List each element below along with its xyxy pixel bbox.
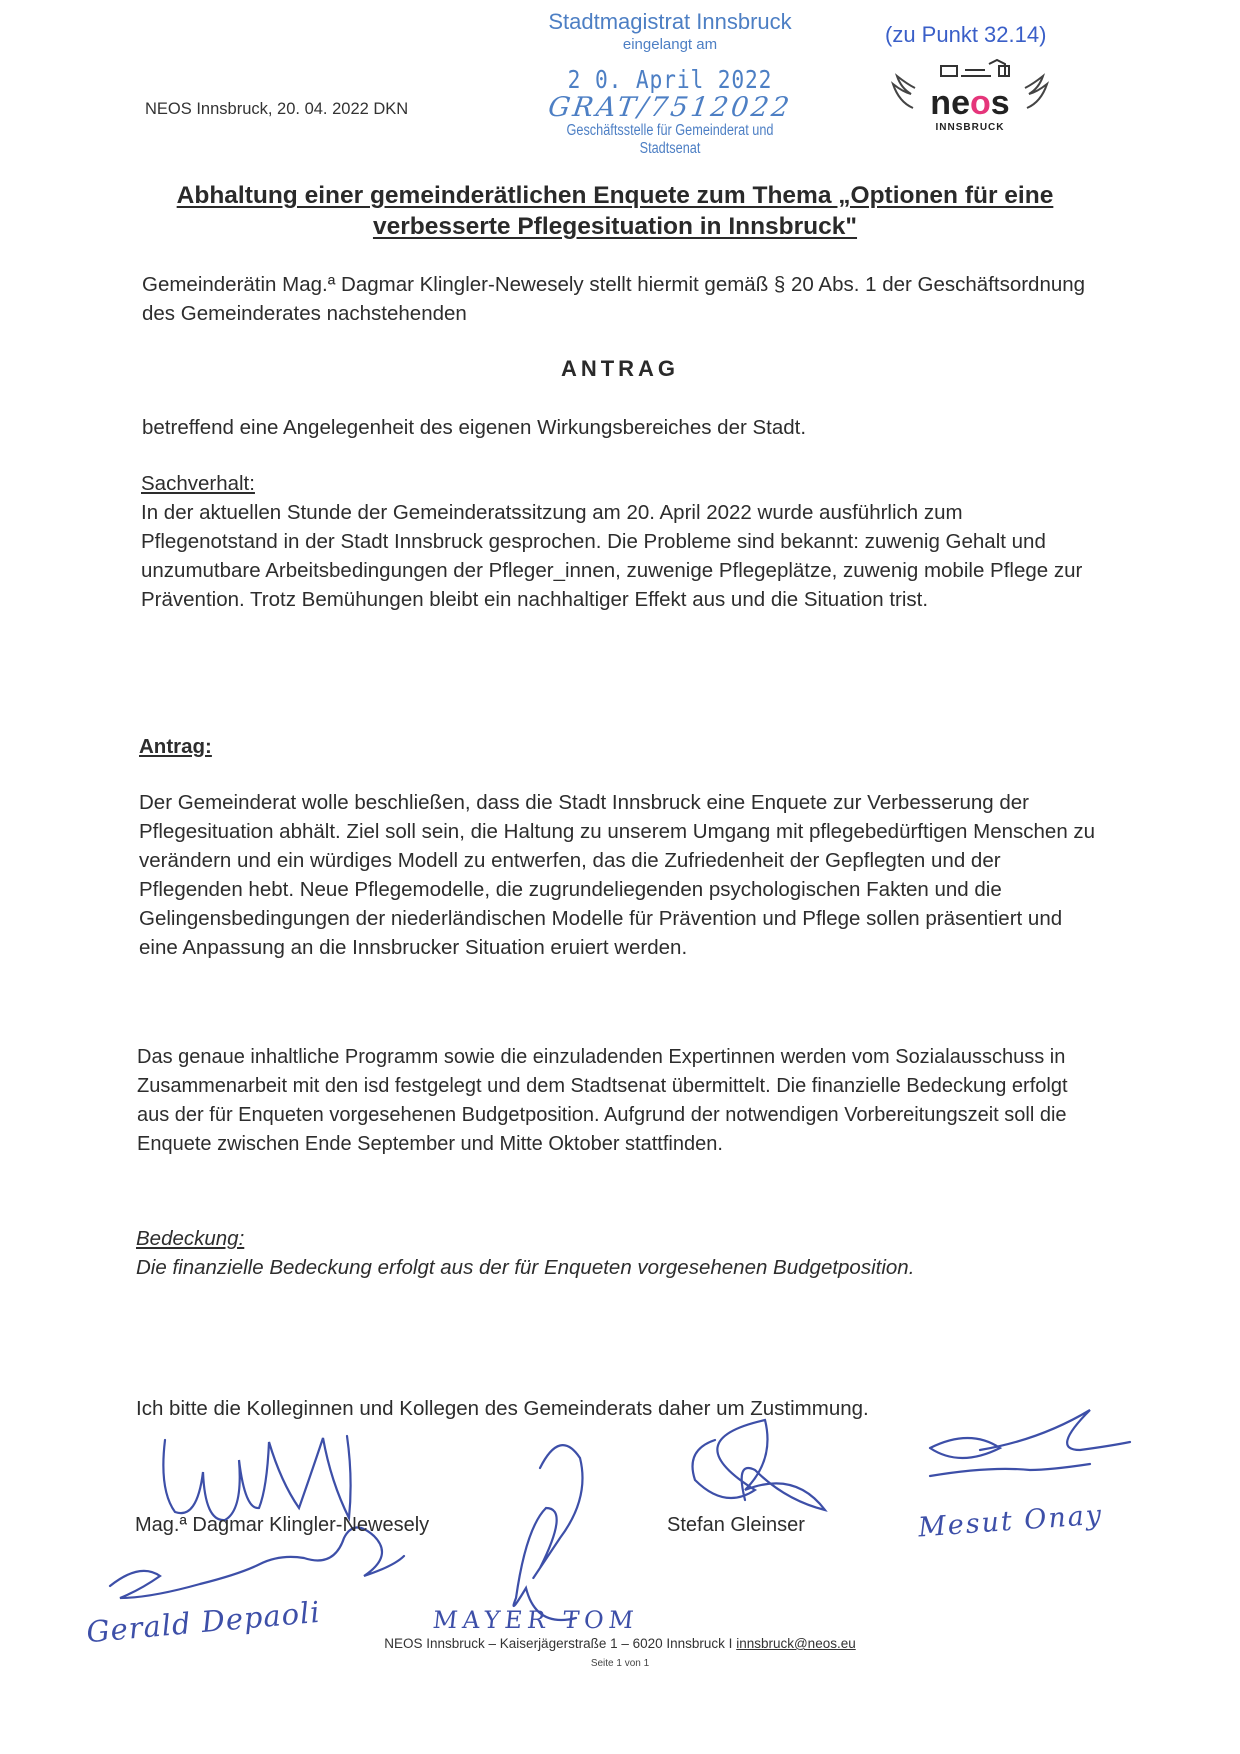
signature-stefan-icon bbox=[693, 1420, 826, 1510]
antrag-label: Antrag: bbox=[139, 735, 212, 758]
title-line-2: verbesserte Pflegesituation in Innsbruck" bbox=[372, 213, 858, 240]
stamp-received-label: eingelangt am bbox=[622, 36, 718, 53]
logo-wordmark: neos bbox=[930, 84, 1010, 122]
signatory-mayer: MAYER TOM bbox=[431, 1606, 640, 1634]
document-title bbox=[150, 180, 1080, 242]
sender-line: NEOS Innsbruck, 20. 04. 2022 DKN bbox=[145, 100, 409, 118]
signatory-stefan: Stefan Gleinser bbox=[667, 1514, 805, 1536]
stamp-organization: Stadtmagistrat Innsbruck bbox=[548, 9, 792, 34]
program-paragraph: Das genaue inhaltliche Programm sowie die einzuladenden Expertinnen werden vom Sozialausschuss in Zusammenarbeit mit den isd festgelegt und dem Stadtsenat übermittelt. Die finanzielle Bedeckung erfolgt aus der für Enqueten vorgesehenen Budgetposition. Aufgrund der notwendigen Vorbereitungszeit soll die Enquete zwischen Ende September und Mitte Oktober stattfinden. bbox=[137, 1046, 1068, 1155]
footer-address: NEOS Innsbruck – Kaiserjägerstraße 1 – 6020 Innsbruck I bbox=[384, 1636, 733, 1651]
received-stamp bbox=[505, 8, 835, 158]
bedeckung-text: Die finanzielle Bedeckung erfolgt aus der für Enqueten vorgesehenen Budgetposition. bbox=[136, 1256, 915, 1279]
footer-email-link[interactable]: innsbruck@neos.eu bbox=[736, 1636, 856, 1651]
signatory-mesut: Mesut Onay bbox=[917, 1499, 1105, 1544]
signature-dagmar-icon bbox=[163, 1436, 350, 1520]
antrag-text: Der Gemeinderat wolle beschließen, dass die Stadt Innsbruck eine Enquete zur Verbesserung der Pflegesituation abhält. Ziel soll sein, die Haltung zu unserem Umgang mit pflegebedürftigen Menschen zu verändern und ein würdiges Modell zu entwerfen, das die Zufriedenheit der Gepflegten und der Pflegenden hebt. Neue Pflegemodelle, die zugrundeliegenden psychologischen Fakten und die Gelingensbedingungen der niederländischen Modelle für Prävention und Pflege sollen präsentiert und eine Anpassung an die Innsbrucker Situation eruiert werden. bbox=[139, 791, 1096, 959]
antrag-heading: ANTRAG bbox=[560, 356, 680, 381]
betreffend-line: betreffend eine Angelegenheit des eigenen Wirkungsbereiches der Stadt. bbox=[142, 416, 807, 439]
signature-mayer-icon bbox=[514, 1445, 583, 1620]
page-number: Seite 1 von 1 bbox=[590, 1658, 650, 1669]
stamp-date: 2 0. April 2022 bbox=[567, 65, 773, 94]
sachverhalt-label: Sachverhalt: bbox=[141, 472, 255, 495]
signatory-dagmar: Mag.ª Dagmar Klingler-Newesely bbox=[135, 1514, 430, 1536]
logo-city: INNSBRUCK bbox=[935, 122, 1005, 133]
bedeckung-label: Bedeckung: bbox=[136, 1227, 245, 1250]
intro-paragraph: Gemeinderätin Mag.ª Dagmar Klingler-Newesely stellt hiermit gemäß § 20 Abs. 1 der Geschäftsordnung des Gemeinderates nachstehenden bbox=[142, 273, 1086, 325]
agenda-item: (zu Punkt 32.14) bbox=[885, 22, 1047, 47]
footer bbox=[0, 1636, 1240, 1651]
closing-request: Ich bitte die Kolleginnen und Kollegen des Gemeinderats daher um Zustimmung. bbox=[136, 1397, 869, 1420]
signature-gerald-icon bbox=[110, 1527, 404, 1598]
stamp-office: Geschäftsstelle für Gemeinderat und Stadtsenat bbox=[566, 122, 774, 157]
sachverhalt-text: In der aktuellen Stunde der Gemeinderatssitzung am 20. April 2022 wurde ausführlich zum Pflegenotstand in der Stadt Innsbruck gesprochen. Die Probleme sind bekannt: zuwenig Gehalt und unzumutbare Arbeitsbedingungen der Pfleger_innen, zuwenige Pflegeplätze, zuwenig mobile Pflege zur Prävention. Trotz Bemühungen bleibt ein nachhaltiger Effekt aus und die Situation trist. bbox=[141, 501, 1083, 611]
neos-logo bbox=[885, 56, 1055, 136]
stamp-reference: GRAT/7512022 bbox=[546, 92, 794, 123]
signatory-gerald: Gerald Depaoli bbox=[84, 1594, 322, 1650]
title-line-1: Abhaltung einer gemeinderätlichen Enquete zum Thema „Optionen für eine bbox=[176, 182, 1054, 209]
